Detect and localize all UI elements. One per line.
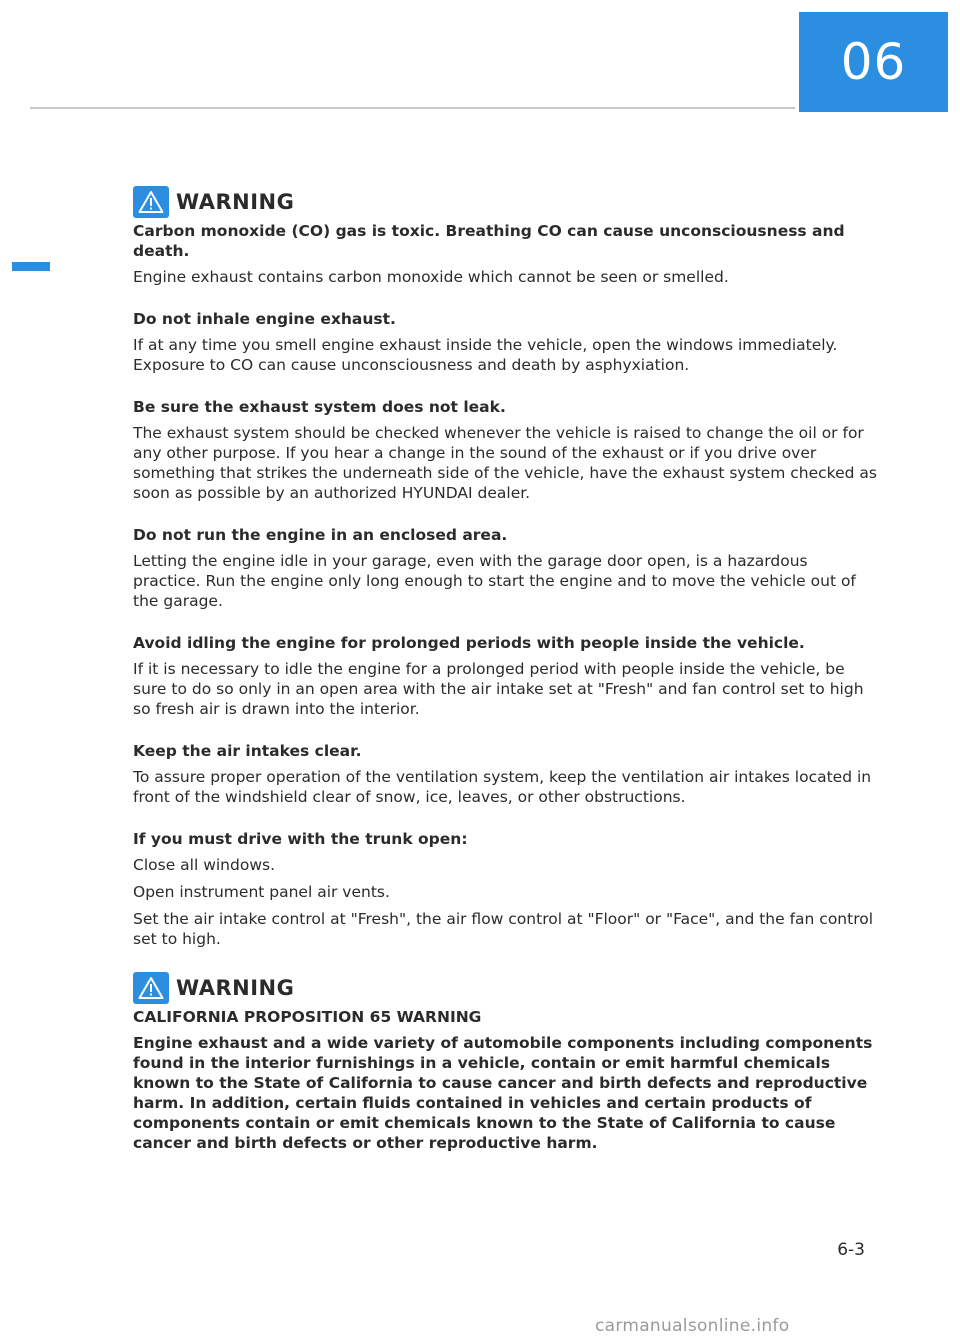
page-content (133, 185, 878, 1159)
trunk-step: Set the air intake control at "Fresh", the air flow control at "Floor" or "Face", and the fan control set to high. (133, 910, 874, 948)
section-body: Letting the engine idle in your garage, even with the garage door open, is a hazardous practice. Run the engine only long enough to start the engine and to move the vehicle out of the garage. (133, 552, 856, 610)
trunk-step: Close all windows. (133, 856, 275, 874)
section-body: If at any time you smell engine exhaust inside the vehicle, open the windows immediately. Exposure to CO can cause unconsciousness and death by asphyxiation. (133, 336, 838, 374)
section-heading: Do not run the engine in an enclosed area. (133, 526, 508, 544)
watermark: carmanualsonline.info (595, 1316, 790, 1336)
section-body: If it is necessary to idle the engine for a prolonged period with people inside the vehicle, be sure to do so only in an open area with the air intake set at "Fresh" and fan control set to high so fresh air is drawn into the interior. (133, 660, 864, 718)
section-heading: Do not inhale engine exhaust. (133, 310, 396, 328)
header-rule (30, 107, 795, 109)
section-heading: Be sure the exhaust system does not leak. (133, 398, 506, 416)
section-marker (12, 262, 50, 271)
warning-lead: Carbon monoxide (CO) gas is toxic. Breathing CO can cause unconsciousness and death. (133, 222, 845, 260)
warning-triangle-icon (133, 186, 169, 218)
trunk-step: Open instrument panel air vents. (133, 883, 390, 901)
warning-title: WARNING (176, 976, 295, 1000)
section-heading: Avoid idling the engine for prolonged periods with people inside the vehicle. (133, 634, 805, 652)
prop65-body: Engine exhaust and a wide variety of automobile components including components found in the interior furnishings in a vehicle, contain or emit harmful chemicals known to the State of California to cause cancer and birth defects and reproductive harm. In addition, certain fluids contained in vehicles and certain products of components contain or emit chemicals known to the State of California to cause cancer and birth defects or other reproductive harm. (133, 1034, 873, 1152)
warning-triangle-icon (133, 972, 169, 1004)
section-body: The exhaust system should be checked whenever the vehicle is raised to change the oil or for any other purpose. If you hear a change in the sound of the exhaust or if you drive over something that strikes the underneath side of the vehicle, have the exhaust system checked as soon as possible by an authorized HYUNDAI dealer. (133, 424, 877, 502)
chapter-tab: 06 (799, 12, 948, 112)
trunk-heading: If you must drive with the trunk open: (133, 830, 468, 848)
warning-intro: Engine exhaust contains carbon monoxide which cannot be seen or smelled. (133, 268, 729, 286)
warning-box-prop65 (133, 971, 878, 1153)
prop65-heading: CALIFORNIA PROPOSITION 65 WARNING (133, 1008, 482, 1026)
warning-title: WARNING (176, 190, 295, 214)
warning-header (133, 185, 878, 219)
page-number: 6-3 (837, 1240, 865, 1260)
section-body: To assure proper operation of the ventilation system, keep the ventilation air intakes located in front of the windshield clear of snow, ice, leaves, or other obstructions. (133, 768, 872, 806)
warning-box-co (133, 185, 878, 949)
warning-header (133, 971, 878, 1005)
section-heading: Keep the air intakes clear. (133, 742, 362, 760)
